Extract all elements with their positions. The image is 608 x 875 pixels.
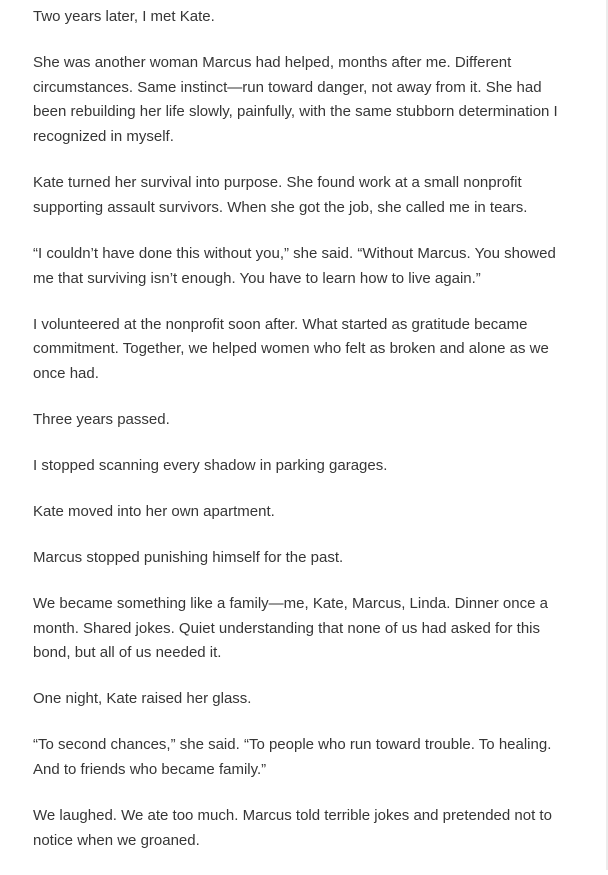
paragraph-9: Marcus stopped punishing himself for the past. (33, 548, 344, 566)
paragraph-6: Three years passed. (33, 410, 170, 428)
paragraph-11: One night, Kate raised her glass. (33, 690, 252, 708)
paragraph-8: Kate moved into her own apartment. (33, 502, 275, 520)
paragraph-2: She was another woman Marcus had helped, months after me. Different circumstances. Same instinct—run toward danger, not away from it. She had been rebuilding her life slowly, painfully, with the same stubborn determination I recognized in myself. (33, 54, 558, 146)
paragraph-3: Kate turned her survival into purpose. She found work at a small nonprofit supporting assault survivors. When she got the job, she called me in tears. (33, 174, 528, 216)
paragraph-10: We became something like a family—me, Kate, Marcus, Linda. Dinner once a month. Shared jokes. Quiet understanding that none of us had asked for this bond, but all of us needed it. (33, 594, 548, 662)
paragraph-5: I volunteered at the nonprofit soon after. What started as gratitude became commitment. Together, we helped women who felt as broken and alone as we once had. (33, 315, 549, 382)
paragraph-7: I stopped scanning every shadow in parking garages. (33, 456, 388, 474)
paragraph-1: Two years later, I met Kate. (33, 8, 215, 25)
paragraph-12: “To second chances,” she said. “To people who run toward trouble. To healing. And to friends who became family.” (33, 736, 552, 779)
paragraph-4: “I couldn’t have done this without you,” she said. “Without Marcus. You showed me that surviving isn’t enough. You have to learn how to live again.” (33, 244, 556, 287)
story-text (33, 5, 578, 875)
paragraph-13: We laughed. We ate too much. Marcus told terrible jokes and pretended not to notice when we groaned. (33, 807, 552, 849)
